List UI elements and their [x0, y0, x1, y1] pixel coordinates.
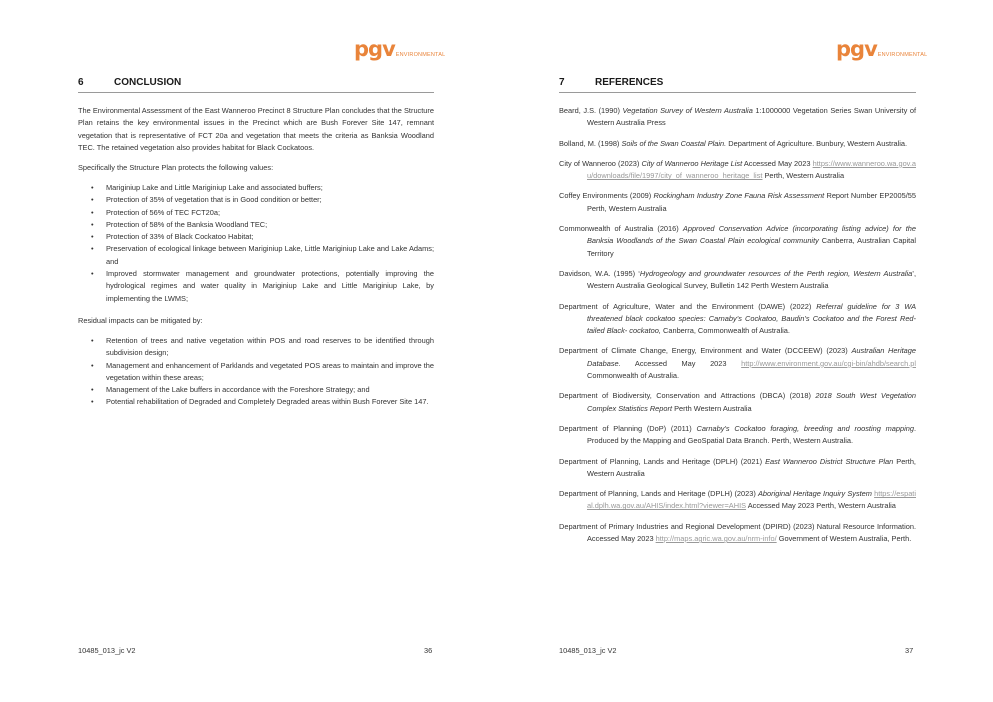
reference-entry	[559, 190, 916, 215]
reference-title: Aboriginal Heritage Inquiry System	[757, 489, 872, 499]
reference-entry	[559, 138, 916, 150]
list-item: • Protection of 56% of TEC FCT20a;	[78, 207, 434, 219]
reference-text: Commonwealth of Australia (2016)	[559, 224, 683, 234]
residual-impacts-list	[78, 335, 434, 409]
reference-text: City of Wanneroo (2023)	[559, 158, 642, 168]
reference-text: Canberra, Australian Capital Territory	[587, 236, 916, 258]
section-title: REFERENCES	[595, 77, 664, 88]
list-item: • Improved stormwater management and groundwater protections, potentially improving the hydrological regimes and water quality in Mariginiup Lake and Little Mariginiup Lake, by implementing the LWMS;	[78, 268, 434, 305]
reference-title: Australian Heritage Database.	[587, 346, 916, 368]
logo-mark: pgv	[836, 37, 877, 61]
reference-text: Perth, Western Australia	[762, 171, 845, 181]
list-item: • Protection of 33% of Black Cockatoo Habitat;	[78, 231, 434, 243]
section-number: 6	[78, 77, 84, 88]
conclusion-intro-paragraph: The Environmental Assessment of the East Wanneroo Precinct 8 Structure Plan concludes that the Structure Plan retains the key environmental issues in the Precinct which are Bush Forever Site 147, remnant vegetation that is representative of FCT 20a and vegetation that meets the criteria as Banksia Woodland TEC. The retained vegetation also provides habitat for Black Cockatoos.	[78, 106, 434, 152]
reference-text: Accessed May 2023	[620, 358, 742, 368]
reference-text: . Produced by the Mapping and GeoSpatial Data Branch. Perth, Western Australia.	[587, 423, 916, 446]
reference-title: Carnaby’s Cockatoo foraging, breeding and roosting mapping	[696, 423, 914, 433]
footer-page-number: 37	[905, 646, 914, 655]
list-item: • Preservation of ecological linkage between Mariginiup Lake, Little Mariginiup Lake and Lake Adams; and	[78, 243, 434, 268]
section-number: 7	[559, 77, 565, 88]
reference-text: Department of Climate Change, Energy, Environment and Water (DCCEEW) (2023)	[559, 346, 852, 356]
list-item: • Potential rehabilitation of Degraded and Completely Degraded areas within Bush Forever Site 147.	[78, 396, 434, 408]
list-item: • Retention of trees and native vegetation within POS and road reserves to be identified through subdivision design;	[78, 335, 434, 360]
list-item: • Mariginiup Lake and Little Mariginiup Lake and associated buffers;	[78, 182, 434, 194]
reference-title: East Wanneroo District Structure Plan	[765, 456, 894, 466]
reference-text: Department of Planning (DoP) (2011)	[559, 423, 697, 433]
reference-text: Department of Planning, Lands and Heritage (DPLH) (2023)	[559, 489, 758, 499]
reference-entry	[559, 223, 916, 260]
reference-title: Hydrogeology and groundwater resources of the Perth region, Western Australia	[639, 268, 913, 278]
reference-title: City of Wanneroo Heritage List	[641, 158, 743, 168]
logo-mark: pgv	[354, 37, 395, 61]
reference-text: Department of Primary Industries and Regional Development (DPIRD) (2023) Natural Resource Information. Accessed May 2023	[559, 521, 916, 544]
reference-link[interactable]: https://www.wanneroo.wa.gov.au/downloads/file/1997/city_of_wanneroo_heritage_list	[587, 158, 916, 181]
residual-lead-text: Residual impacts can be mitigated by:	[78, 316, 203, 325]
section-title: CONCLUSION	[114, 77, 182, 88]
right-page	[497, 0, 993, 702]
reference-link[interactable]: http://www.environment.gov.au/cgi-bin/ahdb/search.pl	[741, 358, 916, 368]
reference-entry	[559, 268, 916, 293]
reference-entry	[559, 456, 916, 481]
reference-entry	[559, 301, 916, 338]
reference-entry	[559, 488, 916, 513]
reference-text: Canberra, Commonwealth of Australia.	[660, 326, 790, 336]
reference-text: Davidson, W.A. (1995) ‘	[559, 268, 640, 278]
footer-document-id: 10485_013_jc V2	[78, 646, 136, 655]
list-item: • Management and enhancement of Parklands and vegetated POS areas to maintain and improve the vegetation within these areas;	[78, 360, 434, 385]
reference-title: Approved Conservation Advice (incorporating listing advice) for the Banksia Woodlands of the Swan Coastal Plain ecological community	[587, 224, 916, 246]
reference-text: Accessed May 2023 Perth, Western Australia	[746, 501, 896, 511]
pgv-logo	[836, 38, 927, 62]
reference-entry	[559, 158, 916, 183]
reference-title: Rockingham Industry Zone Fauna Risk Assessment	[653, 191, 825, 201]
reference-text: Accessed May 2023	[742, 158, 813, 168]
reference-title: Vegetation Survey of Western Australia	[622, 106, 753, 115]
section-heading-references	[559, 77, 916, 93]
reference-text: Department of Planning, Lands and Heritage (DPLH) (2021)	[559, 456, 766, 466]
list-item: • Protection of 35% of vegetation that is in Good condition or better;	[78, 194, 434, 206]
protected-values-list	[78, 182, 434, 305]
footer-page-number: 36	[424, 646, 433, 655]
reference-link[interactable]: https://espatial.dplh.wa.gov.au/AHIS/index.html?viewer=AHIS	[587, 489, 916, 511]
logo-subtitle: ENVIRONMENTAL	[877, 52, 928, 58]
left-page	[0, 0, 496, 702]
reference-title: Referral guideline for 3 WA threatened black cockatoo species: Carnaby’s Cockatoo, Baudin’s Cockatoo and the Forest Red-tailed Black- cockatoo,	[587, 301, 916, 336]
reference-text: Report Number EP2005/55 Perth, Western Australia	[587, 191, 916, 213]
reference-link[interactable]: http://maps.agric.wa.gov.au/nrm-info/	[655, 534, 777, 544]
reference-text: Department of Biodiversity, Conservation and Attractions (DBCA) (2018)	[559, 391, 816, 401]
reference-text: Perth Western Australia	[672, 403, 752, 413]
footer-document-id: 10485_013_jc V2	[559, 646, 617, 655]
reference-text: Department of Agriculture, Water and the Environment (DAWE) (2022)	[559, 301, 817, 311]
reference-text: Coffey Environments (2009)	[559, 191, 654, 201]
reference-entry	[559, 521, 916, 546]
reference-text: 1:1000000 Vegetation Series Swan University of Western Australia Press	[587, 106, 917, 128]
protects-lead-text: Specifically the Structure Plan protects the following values:	[78, 163, 274, 172]
reference-title: Soils of the Swan Coastal Plain.	[621, 138, 727, 148]
reference-text: Government of Western Australia, Perth.	[776, 534, 912, 544]
reference-text: Department of Agriculture. Bunbury, Western Australia.	[726, 138, 908, 148]
reference-entry	[559, 105, 916, 130]
pgv-logo	[354, 38, 445, 62]
reference-text: Beard, J.S. (1990)	[559, 106, 623, 115]
reference-entry	[559, 423, 916, 448]
reference-title: 2018 South West Vegetation Complex Statistics Report	[587, 391, 916, 413]
logo-subtitle: ENVIRONMENTAL	[395, 52, 446, 58]
reference-entry	[559, 390, 916, 415]
list-item: • Protection of 58% of the Banksia Woodland TEC;	[78, 219, 434, 231]
references-list	[559, 105, 916, 553]
reference-entry	[559, 345, 916, 382]
reference-text: Perth, Western Australia	[587, 456, 916, 478]
list-item: • Management of the Lake buffers in accordance with the Foreshore Strategy; and	[78, 384, 434, 396]
reference-text: ’, Western Australia Geological Survey, Bulletin 142 Perth Western Australia	[587, 268, 916, 291]
reference-text: Commonwealth of Australia.	[587, 371, 680, 381]
reference-text: Bolland, M. (1998)	[559, 138, 622, 148]
section-heading-conclusion	[78, 77, 434, 93]
